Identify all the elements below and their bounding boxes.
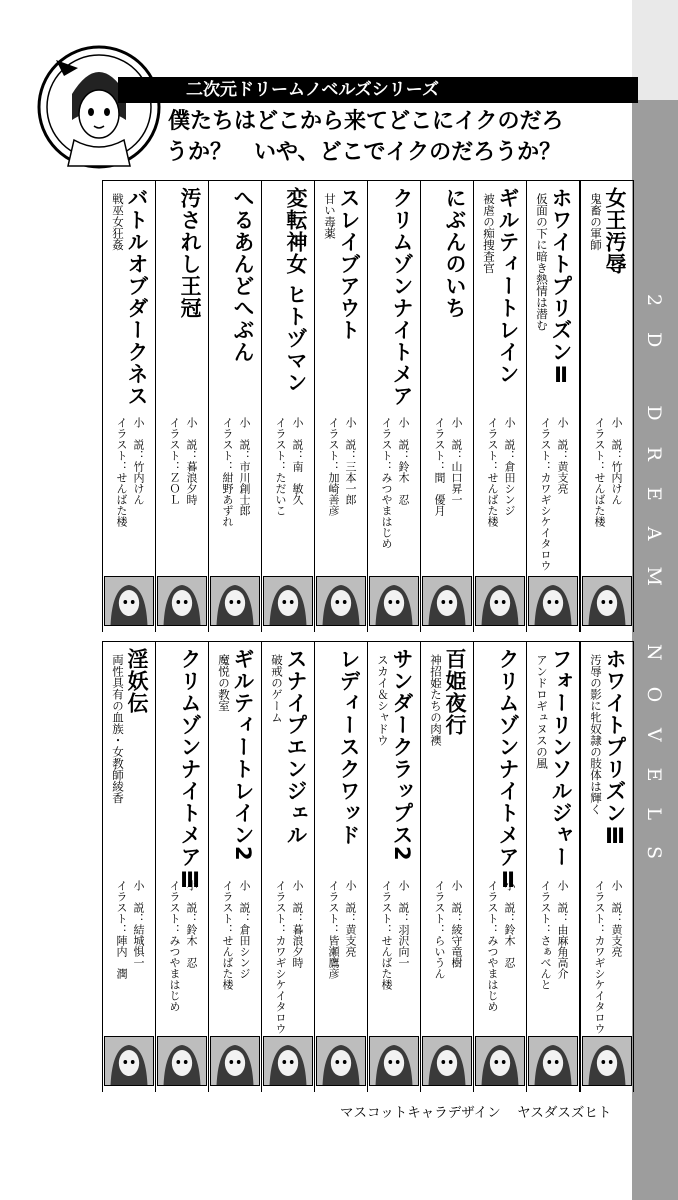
novel-author-credit bbox=[185, 880, 198, 968]
book-subtitle: 破戒のゲーム bbox=[270, 654, 284, 723]
illust-prefix: イラスト： bbox=[168, 880, 181, 935]
illustrator-credit bbox=[221, 880, 234, 990]
novel-author-credit bbox=[238, 417, 251, 516]
illustrator-name: 紺野あずれ bbox=[221, 472, 234, 527]
illustrator-credit bbox=[274, 880, 287, 1034]
illustrator-name: さぁべんと bbox=[539, 935, 552, 990]
book-title: 女王汚辱 bbox=[603, 187, 627, 275]
cover-thumbnail bbox=[316, 576, 366, 626]
illustrator-credit bbox=[539, 880, 552, 990]
book-entry bbox=[102, 180, 156, 632]
book-entry bbox=[580, 641, 634, 1092]
illustrator-credit bbox=[380, 417, 393, 549]
cover-thumbnail bbox=[369, 1036, 419, 1086]
illust-prefix: イラスト： bbox=[221, 417, 234, 472]
book-entry bbox=[473, 180, 527, 632]
novel-author-credit bbox=[397, 417, 410, 505]
book-entry bbox=[155, 641, 209, 1092]
cover-thumbnail bbox=[210, 576, 260, 626]
book-subtitle: 被虐の痴捜査官 bbox=[482, 193, 496, 274]
book-entry bbox=[580, 180, 634, 632]
novel-author-credit bbox=[503, 417, 516, 516]
book-title: 汚されし王冠 bbox=[178, 187, 202, 319]
cover-thumbnail bbox=[104, 576, 154, 626]
book-title: 淫妖伝 bbox=[125, 648, 149, 714]
cover-thumbnail bbox=[422, 576, 472, 626]
illust-prefix: イラスト： bbox=[539, 417, 552, 472]
book-title: レディースクワッド bbox=[337, 648, 361, 846]
novel-author: 黄支亮 bbox=[344, 924, 357, 957]
book-title: ホワイトプリズンⅢ bbox=[603, 648, 627, 849]
cover-thumbnail bbox=[263, 1036, 313, 1086]
book-list-top-row bbox=[60, 180, 634, 632]
illustrator-credit bbox=[486, 417, 499, 527]
book-entry bbox=[208, 180, 262, 632]
illustrator-name: カワギシケイタロウ bbox=[274, 935, 287, 1034]
cover-thumbnail bbox=[422, 1036, 472, 1086]
illustrator-name: せんばた楼 bbox=[486, 472, 499, 527]
illustrator-name: せんばた楼 bbox=[593, 472, 606, 527]
book-title: にぶんのいち bbox=[443, 187, 467, 319]
book-title: フォーリンソルジャー bbox=[549, 648, 573, 868]
novel-prefix: 小 説： bbox=[503, 880, 516, 924]
cover-thumbnail bbox=[369, 576, 419, 626]
novel-author-credit bbox=[291, 417, 304, 505]
cover-thumbnail bbox=[582, 576, 632, 626]
illustrator-credit bbox=[593, 417, 606, 527]
book-subtitle: 鬼畜の軍師 bbox=[589, 193, 603, 251]
book-entry bbox=[367, 641, 421, 1092]
illust-prefix: イラスト： bbox=[221, 880, 234, 935]
footer-label: マスコットキャラデザイン bbox=[340, 1105, 501, 1121]
book-title: スレイブアウト bbox=[337, 187, 361, 341]
illust-prefix: イラスト： bbox=[486, 417, 499, 472]
illustrator-credit bbox=[168, 880, 181, 1012]
illustrator-name: 間 優月 bbox=[433, 472, 446, 516]
novel-author: 黄支亮 bbox=[556, 461, 569, 494]
cover-thumbnail bbox=[157, 1036, 207, 1086]
book-list-bottom-row bbox=[60, 641, 634, 1092]
book-title: バトルオブダークネス bbox=[125, 187, 149, 407]
novel-author: 竹内けん bbox=[132, 461, 145, 505]
novel-author: 由麻角高介 bbox=[556, 924, 569, 979]
book-entry bbox=[314, 641, 368, 1092]
book-title: ギルティートレイン bbox=[496, 187, 520, 385]
illustrator-name: ただいこ bbox=[274, 472, 287, 516]
footer-credit bbox=[340, 1101, 611, 1121]
illust-prefix: イラスト： bbox=[274, 417, 287, 472]
novel-author-credit bbox=[610, 417, 623, 505]
cover-thumbnail bbox=[157, 576, 207, 626]
cover-thumbnail bbox=[263, 576, 313, 626]
mascot-emblem bbox=[34, 42, 164, 172]
illustrator-credit bbox=[380, 880, 393, 990]
novel-author: 鈴木 忍 bbox=[185, 924, 198, 968]
novel-author-credit bbox=[610, 880, 623, 957]
book-title: クリムゾンナイトメアⅢ bbox=[178, 648, 202, 893]
illust-prefix: イラスト： bbox=[327, 417, 340, 472]
book-subtitle: 魔悦の教室 bbox=[217, 654, 231, 712]
illustrator-name: せんばた楼 bbox=[115, 472, 128, 527]
book-entry bbox=[314, 180, 368, 632]
novel-author-credit bbox=[397, 880, 410, 968]
illust-prefix: イラスト： bbox=[168, 417, 181, 472]
novel-author-credit bbox=[238, 880, 251, 979]
illustrator-name: らいうん bbox=[433, 935, 446, 979]
book-subtitle: 両性具有の血族・女教師綾香 bbox=[111, 654, 125, 804]
book-entry bbox=[473, 641, 527, 1092]
novel-author: 倉田シンジ bbox=[238, 924, 251, 979]
novel-prefix: 小 説： bbox=[344, 417, 357, 461]
book-entry bbox=[208, 641, 262, 1092]
novel-author-credit bbox=[556, 417, 569, 494]
cover-thumbnail bbox=[104, 1036, 154, 1086]
novel-prefix: 小 説： bbox=[610, 880, 623, 924]
novel-prefix: 小 説： bbox=[132, 417, 145, 461]
illustrator-name: ＺＯＬ bbox=[168, 472, 181, 505]
illust-prefix: イラスト： bbox=[115, 880, 128, 935]
illustrator-credit bbox=[593, 880, 606, 1034]
cover-thumbnail bbox=[316, 1036, 366, 1086]
illustrator-name: 陣内 潤 bbox=[115, 935, 128, 979]
book-entry bbox=[526, 641, 580, 1092]
illustrator-credit bbox=[433, 417, 446, 516]
novel-author-credit bbox=[556, 880, 569, 979]
novel-author: 市川創士郎 bbox=[238, 461, 251, 516]
book-title: スナイプエンジェル bbox=[284, 648, 308, 846]
illust-prefix: イラスト： bbox=[539, 880, 552, 935]
illust-prefix: イラスト： bbox=[433, 417, 446, 472]
book-title: 変転神女 ヒトヅマン bbox=[284, 187, 308, 394]
illustrator-credit bbox=[327, 417, 340, 516]
novel-author-credit bbox=[291, 880, 304, 968]
novel-author: 三本一郎 bbox=[344, 461, 357, 505]
illustrator-credit bbox=[486, 880, 499, 1012]
novel-author: 竹内けん bbox=[610, 461, 623, 505]
novel-author: 南 敏久 bbox=[291, 461, 304, 505]
book-title: 百姫夜行 bbox=[443, 648, 467, 736]
illustrator-credit bbox=[115, 417, 128, 527]
cover-thumbnail bbox=[582, 1036, 632, 1086]
novel-author-credit bbox=[344, 880, 357, 957]
book-entry bbox=[155, 180, 209, 632]
book-entry bbox=[102, 641, 156, 1092]
novel-prefix: 小 説： bbox=[238, 880, 251, 924]
novel-prefix: 小 説： bbox=[291, 417, 304, 461]
series-name-banner: 二次元ドリームノベルズシリーズ bbox=[118, 77, 638, 103]
novel-author: 山口昇一 bbox=[450, 461, 463, 505]
novel-author: 倉田シンジ bbox=[503, 461, 516, 516]
novel-author: 黄支亮 bbox=[610, 924, 623, 957]
novel-prefix: 小 説： bbox=[556, 417, 569, 461]
novel-author-credit bbox=[185, 417, 198, 505]
illustrator-credit bbox=[327, 880, 340, 979]
illustrator-name: みつやまはじめ bbox=[486, 935, 499, 1012]
novel-prefix: 小 説： bbox=[503, 417, 516, 461]
book-subtitle: 神招姫たちの肉襖 bbox=[429, 654, 443, 746]
book-entry bbox=[420, 180, 474, 632]
illust-prefix: イラスト： bbox=[433, 880, 446, 935]
cover-thumbnail bbox=[210, 1036, 260, 1086]
book-subtitle: アンドロギュヌスの風 bbox=[535, 654, 549, 769]
novel-author-credit bbox=[503, 880, 516, 968]
cover-thumbnail bbox=[528, 576, 578, 626]
illustrator-credit bbox=[274, 417, 287, 516]
novel-prefix: 小 説： bbox=[344, 880, 357, 924]
book-entry bbox=[261, 180, 315, 632]
novel-author-credit bbox=[132, 417, 145, 505]
book-title: ホワイトプリズンⅡ bbox=[549, 187, 573, 388]
novel-author: 羽沢向一 bbox=[397, 924, 410, 968]
novel-prefix: 小 説： bbox=[450, 880, 463, 924]
book-entry bbox=[261, 641, 315, 1092]
sidebar-top-block bbox=[632, 0, 678, 100]
tagline-line-2: うか？ いや、どこでイクのだろうか？ bbox=[166, 140, 562, 165]
illust-prefix: イラスト： bbox=[327, 880, 340, 935]
book-entry bbox=[526, 180, 580, 632]
illustrator-name: カワギシケイタロウ bbox=[539, 472, 552, 571]
illustrator-name: みつやまはじめ bbox=[168, 935, 181, 1012]
illust-prefix: イラスト： bbox=[486, 880, 499, 935]
novel-author: 鈴木 忍 bbox=[397, 461, 410, 505]
book-entry bbox=[367, 180, 421, 632]
novel-prefix: 小 説： bbox=[556, 880, 569, 924]
novel-prefix: 小 説： bbox=[238, 417, 251, 461]
novel-prefix: 小 説： bbox=[291, 880, 304, 924]
novel-prefix: 小 説： bbox=[132, 880, 145, 924]
novel-prefix: 小 説： bbox=[185, 417, 198, 461]
illust-prefix: イラスト： bbox=[593, 880, 606, 935]
illustrator-name: カワギシケイタロウ bbox=[593, 935, 606, 1034]
novel-author-credit bbox=[132, 880, 145, 968]
illustrator-name: みつやまはじめ bbox=[380, 472, 393, 549]
illustrator-name: せんばた楼 bbox=[380, 935, 393, 990]
novel-author: 結城惧一 bbox=[132, 924, 145, 968]
novel-prefix: 小 説： bbox=[450, 417, 463, 461]
illust-prefix: イラスト： bbox=[380, 880, 393, 935]
novel-author: 暮浪夕時 bbox=[185, 461, 198, 505]
novel-author: 鈴木 忍 bbox=[503, 924, 516, 968]
book-subtitle: 甘い毒薬 bbox=[323, 193, 337, 239]
cover-thumbnail bbox=[475, 576, 525, 626]
illust-prefix: イラスト： bbox=[380, 417, 393, 472]
book-subtitle: スカイ＆シャドウ bbox=[376, 654, 390, 746]
novel-author-credit bbox=[450, 880, 463, 968]
novel-prefix: 小 説： bbox=[610, 417, 623, 461]
illustrator-credit bbox=[433, 880, 446, 979]
series-vertical-label: 2D DREAM NOVELS bbox=[643, 294, 665, 886]
illust-prefix: イラスト： bbox=[593, 417, 606, 472]
book-subtitle: 戦巫女狂姦 bbox=[111, 193, 125, 251]
book-subtitle: 仮面の下に暗き熱情は潜む bbox=[535, 193, 549, 331]
illustrator-credit bbox=[221, 417, 234, 527]
book-title: クリムゾンナイトメアⅡ bbox=[496, 648, 520, 893]
novel-prefix: 小 説： bbox=[185, 880, 198, 924]
book-subtitle: 汚辱の影に牝奴隷の肢体は輝く bbox=[589, 654, 603, 815]
novel-author: 暮浪夕時 bbox=[291, 924, 304, 968]
cover-thumbnail bbox=[475, 1036, 525, 1086]
novel-author-credit bbox=[344, 417, 357, 505]
book-title: サンダークラップス2 bbox=[390, 648, 414, 862]
illustrator-credit bbox=[168, 417, 181, 505]
illust-prefix: イラスト： bbox=[274, 880, 287, 935]
illust-prefix: イラスト： bbox=[115, 417, 128, 472]
novel-author: 綾守竜樹 bbox=[450, 924, 463, 968]
book-title: ギルティートレイン2 bbox=[231, 648, 255, 862]
illustrator-credit bbox=[539, 417, 552, 571]
book-entry bbox=[420, 641, 474, 1092]
novel-prefix: 小 説： bbox=[397, 880, 410, 924]
novel-prefix: 小 説： bbox=[397, 417, 410, 461]
novel-author-credit bbox=[450, 417, 463, 505]
cover-thumbnail bbox=[528, 1036, 578, 1086]
book-title: へるあんどへぶん bbox=[231, 187, 255, 363]
illustrator-name: 皆瀬鷹彦 bbox=[327, 935, 340, 979]
illustrator-name: せんばた楼 bbox=[221, 935, 234, 990]
footer-designer: ヤスダスズヒト bbox=[517, 1105, 612, 1121]
illustrator-credit bbox=[115, 880, 128, 979]
tagline-line-1: 僕たちはどこから来てどこにイクのだろ bbox=[168, 109, 564, 134]
book-title: クリムゾンナイトメア bbox=[390, 187, 414, 407]
illustrator-name: 加崎善彦 bbox=[327, 472, 340, 516]
